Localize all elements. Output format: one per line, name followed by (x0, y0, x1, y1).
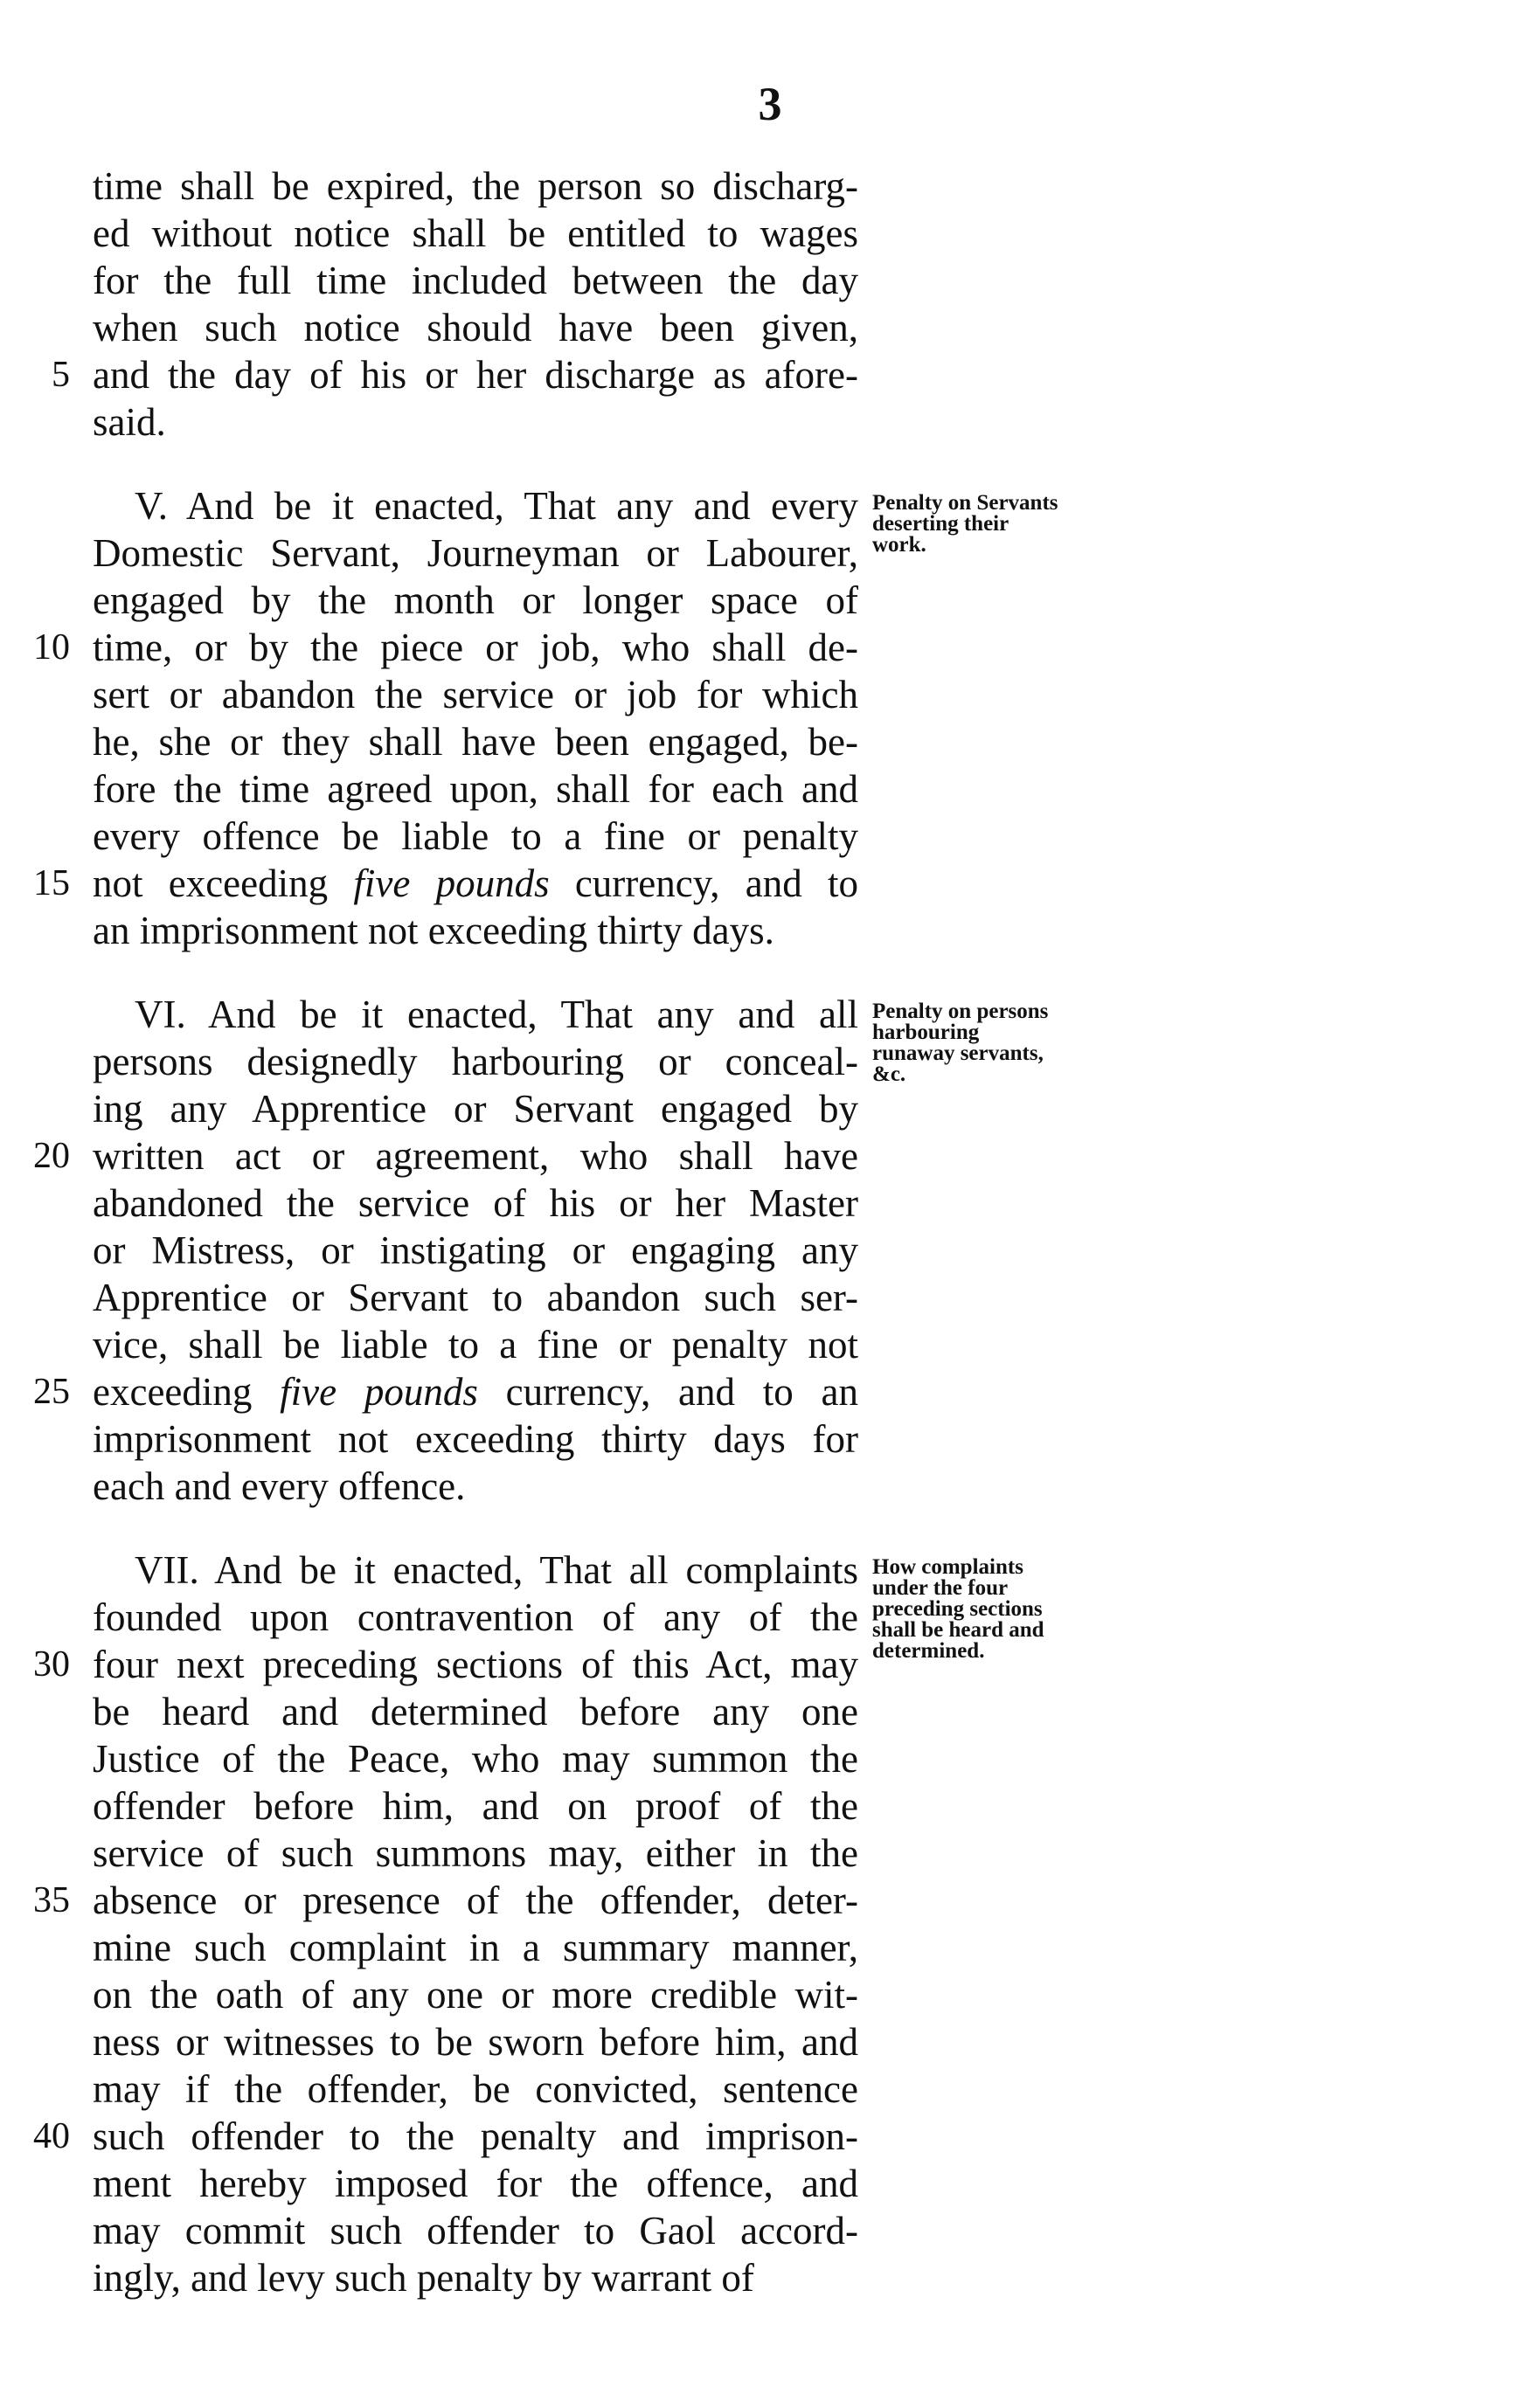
text-line: imprisonment not exceeding thirty days for (93, 1417, 858, 1461)
text-line: sert or abandon the service or job for which (93, 673, 858, 716)
text-line: an imprisonment not exceeding thirty days. (93, 909, 774, 952)
text-line: he, she or they shall have been engaged, be- (93, 720, 858, 764)
text-line: every offence be liable to a fine or penalty (93, 814, 858, 858)
emphasis-amount: five pounds (353, 861, 550, 905)
text-line: ment hereby imposed for the offence, and (93, 2162, 858, 2205)
text-line: ingly, and levy such penalty by warrant of (93, 2256, 754, 2300)
text-line: V. And be it enacted, That any and every (135, 484, 858, 528)
text-line: service of such summons may, either in the (93, 1831, 858, 1875)
text-line: be heard and determined before any one (93, 1690, 858, 1733)
paragraph-gap (93, 954, 858, 991)
text-line: vice, shall be liable to a fine or penalty not (93, 1323, 858, 1367)
text-line: ing any Apprentice or Servant engaged by (93, 1087, 858, 1131)
text-line: may commit such offender to Gaol accord- (93, 2209, 858, 2252)
body-text (33, 163, 858, 2301)
text-line: on the oath of any one or more credible wit- (93, 1973, 858, 2017)
text-line: each and every offence. (93, 1464, 466, 1508)
text-line: mine such complaint in a summary manner, (93, 1926, 858, 1969)
text-line: 15 not exceeding five pounds currency, and to (33, 861, 858, 905)
text-line: offender before him, and on proof of the (93, 1784, 858, 1828)
text-line: Justice of the Peace, who may summon the (93, 1737, 858, 1781)
marginal-note: Penalty on persons harbouring runaway servants, &c. (872, 1000, 1049, 1086)
text-line: fore the time agreed upon, shall for each and (93, 767, 858, 811)
text-line: ed without notice shall be entitled to wages (93, 211, 858, 255)
text-line: time shall be expired, the person so discharg- (93, 164, 858, 208)
text-line: said. (93, 400, 166, 444)
text-line: abandoned the service of his or her Master (93, 1181, 858, 1225)
marginal-note: How complaints under the four preceding sections shall be heard and determined. (872, 1555, 1044, 1663)
text-line: may if the offender, be convicted, sentence (93, 2067, 858, 2111)
text-line: 20 written act or agreement, who shall have (33, 1134, 858, 1178)
text-line: Apprentice or Servant to abandon such ser- (93, 1276, 858, 1319)
text-line: VII. And be it enacted, That all complaints (135, 1548, 858, 1592)
text-line: ness or witnesses to be sworn before him, and (93, 2020, 858, 2064)
text-line: for the full time included between the day (93, 259, 858, 302)
text-line: 10 time, or by the piece or job, who shall de- (33, 626, 858, 669)
page-number: 3 (758, 78, 782, 130)
text-line: founded upon contravention of any of the (93, 1595, 858, 1639)
text-line: persons designedly harbouring or conceal- (93, 1040, 858, 1083)
text-line: engaged by the month or longer space of (93, 578, 858, 622)
marginal-note: Penalty on Servants deserting their work. (872, 491, 1058, 557)
section-sec7 (33, 1547, 858, 2301)
paragraph-gap (93, 1510, 858, 1547)
text-line: 5 and the day of his or her discharge as afore- (52, 353, 858, 397)
text-line: 35 absence or presence of the offender, deter- (33, 1879, 858, 1922)
section-sec5 (33, 482, 858, 954)
text-line: or Mistress, or instigating or engaging any (93, 1228, 858, 1272)
text-line: when such notice should have been given, (93, 306, 858, 349)
emphasis-amount: five pounds (280, 1370, 478, 1414)
text-line: Domestic Servant, Journeyman or Labourer, (93, 531, 858, 575)
section-cont (52, 163, 858, 446)
paragraph-gap (93, 446, 858, 482)
text-line: 40 such offender to the penalty and imprison- (33, 2114, 858, 2158)
text-line: 30 four next preceding sections of this Act, may (33, 1643, 858, 1686)
text-line: 25 exceeding five pounds currency, and to an (33, 1370, 858, 1414)
section-sec6 (33, 991, 858, 1510)
text-line: VI. And be it enacted, That any and all (135, 993, 858, 1036)
